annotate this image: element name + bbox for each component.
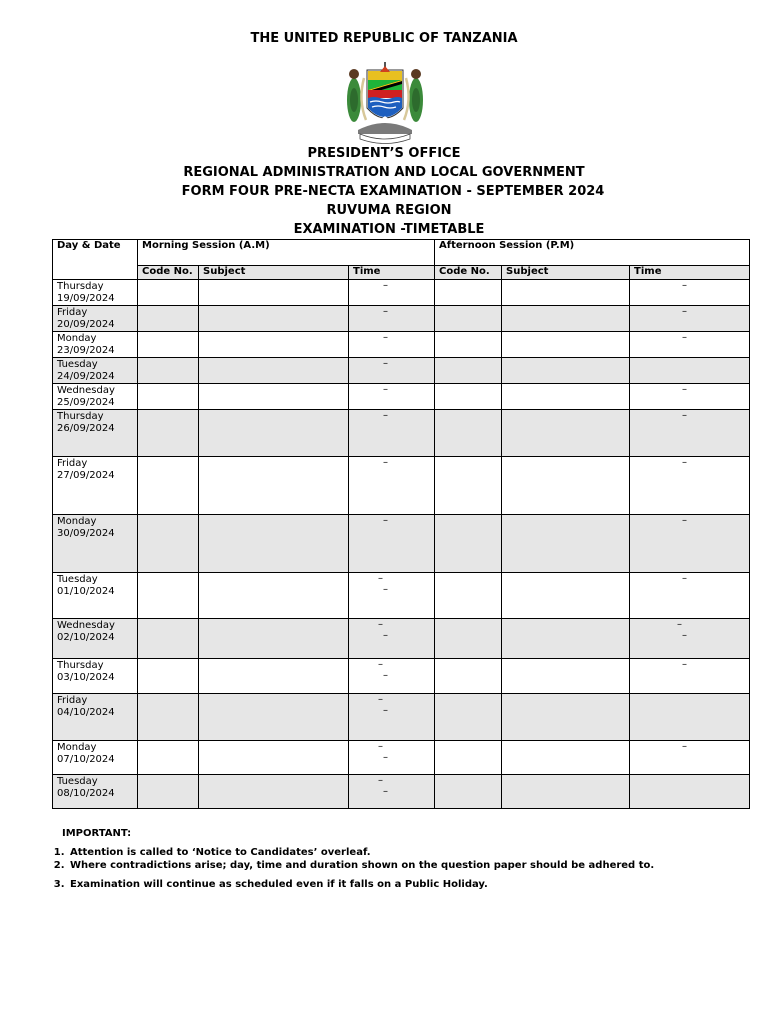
day-name: Tuesday bbox=[57, 776, 98, 787]
table-row bbox=[53, 457, 750, 515]
day-date-cell bbox=[53, 775, 138, 809]
exam-title: FORM FOUR PRE-NECTA EXAMINATION - SEPTEMBER 2024 bbox=[181, 184, 605, 199]
time-placeholder: – bbox=[682, 384, 688, 395]
time-placeholder: – bbox=[383, 457, 388, 468]
subject-pm-cell bbox=[502, 457, 630, 515]
table-row bbox=[53, 741, 750, 775]
time-pm-cell bbox=[630, 384, 750, 410]
day-name: Friday bbox=[57, 695, 88, 706]
time-pm-cell bbox=[630, 457, 750, 515]
subject-pm-cell bbox=[502, 619, 630, 659]
day-date-cell bbox=[53, 280, 138, 306]
time-placeholder: – bbox=[378, 694, 383, 705]
time-placeholder: – bbox=[682, 741, 688, 752]
time-placeholder: – bbox=[682, 659, 688, 670]
date: 08/10/2024 bbox=[57, 788, 115, 799]
time-placeholder: – bbox=[378, 741, 383, 752]
day-name: Wednesday bbox=[57, 620, 115, 631]
subject-pm-cell bbox=[502, 659, 630, 694]
time-placeholder: – bbox=[378, 775, 383, 786]
day-date-cell bbox=[53, 619, 138, 659]
day-date-cell bbox=[53, 358, 138, 384]
time-pm-cell bbox=[630, 332, 750, 358]
time-am-cell bbox=[349, 410, 435, 457]
subject-am-cell bbox=[199, 280, 349, 306]
code-pm-cell bbox=[435, 332, 502, 358]
time-placeholder: – bbox=[682, 410, 688, 421]
time-pm-cell bbox=[630, 573, 750, 619]
time-placeholder: – bbox=[383, 752, 388, 763]
morning-session-header: Morning Session (A.M) bbox=[138, 240, 435, 266]
subject-am-cell bbox=[199, 775, 349, 809]
table-row bbox=[53, 619, 750, 659]
time-am-cell bbox=[349, 694, 435, 741]
time-placeholder: – bbox=[383, 280, 388, 291]
date: 02/10/2024 bbox=[57, 632, 115, 643]
time-placeholder: – bbox=[383, 630, 388, 641]
timetable bbox=[52, 239, 750, 809]
code-am-cell bbox=[138, 280, 199, 306]
time-placeholder: – bbox=[383, 786, 388, 797]
table-row bbox=[53, 410, 750, 457]
time-placeholder: – bbox=[677, 619, 683, 630]
office-title: PRESIDENT’S OFFICE bbox=[307, 146, 461, 161]
subject-pm-cell bbox=[502, 694, 630, 741]
day-date-cell bbox=[53, 306, 138, 332]
document-title: EXAMINATION -TIMETABLE bbox=[293, 222, 485, 237]
code-pm-cell bbox=[435, 358, 502, 384]
time-placeholder: – bbox=[682, 515, 688, 526]
subject-am-cell bbox=[199, 515, 349, 573]
country-name: THE UNITED REPUBLIC OF TANZANIA bbox=[250, 31, 518, 46]
col-day-date: Day & Date bbox=[53, 240, 138, 280]
col-time-am: Time bbox=[349, 266, 435, 280]
time-pm-cell bbox=[630, 619, 750, 659]
coat-of-arms-icon bbox=[340, 60, 430, 146]
table-row bbox=[53, 280, 750, 306]
time-placeholder: – bbox=[682, 573, 688, 584]
col-subject-am: Subject bbox=[199, 266, 349, 280]
code-pm-cell bbox=[435, 619, 502, 659]
day-date-cell bbox=[53, 410, 138, 457]
date: 01/10/2024 bbox=[57, 586, 115, 597]
day-name: Friday bbox=[57, 458, 88, 469]
day-name: Thursday bbox=[57, 281, 104, 292]
date: 24/09/2024 bbox=[57, 371, 115, 382]
time-am-cell bbox=[349, 358, 435, 384]
table-row bbox=[53, 573, 750, 619]
code-am-cell bbox=[138, 306, 199, 332]
time-pm-cell bbox=[630, 741, 750, 775]
subject-pm-cell bbox=[502, 775, 630, 809]
time-placeholder: – bbox=[682, 332, 688, 343]
subject-am-cell bbox=[199, 659, 349, 694]
day-name: Monday bbox=[57, 516, 97, 527]
date: 23/09/2024 bbox=[57, 345, 115, 356]
time-placeholder: – bbox=[682, 630, 688, 641]
code-pm-cell bbox=[435, 384, 502, 410]
code-pm-cell bbox=[435, 457, 502, 515]
time-placeholder: – bbox=[383, 332, 388, 343]
time-placeholder: – bbox=[682, 457, 688, 468]
ministry-title: REGIONAL ADMINISTRATION AND LOCAL GOVERNMENT bbox=[183, 165, 585, 180]
subject-am-cell bbox=[199, 306, 349, 332]
code-am-cell bbox=[138, 384, 199, 410]
date: 30/09/2024 bbox=[57, 528, 115, 539]
code-am-cell bbox=[138, 457, 199, 515]
time-placeholder: – bbox=[378, 659, 383, 670]
subject-am-cell bbox=[199, 573, 349, 619]
code-am-cell bbox=[138, 659, 199, 694]
time-placeholder: – bbox=[383, 670, 388, 681]
time-pm-cell bbox=[630, 306, 750, 332]
timetable-body bbox=[53, 280, 750, 809]
subject-am-cell bbox=[199, 332, 349, 358]
time-placeholder: – bbox=[383, 306, 388, 317]
subject-pm-cell bbox=[502, 741, 630, 775]
subject-am-cell bbox=[199, 384, 349, 410]
time-pm-cell bbox=[630, 280, 750, 306]
date: 19/09/2024 bbox=[57, 293, 115, 304]
code-am-cell bbox=[138, 741, 199, 775]
note-item: 3. Examination will continue as scheduled even if it falls on a Public Holiday. bbox=[68, 878, 654, 891]
day-name: Friday bbox=[57, 307, 88, 318]
code-pm-cell bbox=[435, 306, 502, 332]
day-name: Tuesday bbox=[57, 359, 98, 370]
day-name: Thursday bbox=[57, 411, 104, 422]
code-pm-cell bbox=[435, 694, 502, 741]
table-row bbox=[53, 694, 750, 741]
col-time-pm: Time bbox=[630, 266, 750, 280]
subject-pm-cell bbox=[502, 306, 630, 332]
time-placeholder: – bbox=[383, 705, 388, 716]
code-am-cell bbox=[138, 775, 199, 809]
note-item: 2. Where contradictions arise; day, time and duration shown on the question paper should be adhered to. bbox=[68, 859, 654, 872]
code-pm-cell bbox=[435, 775, 502, 809]
col-code-pm: Code No. bbox=[435, 266, 502, 280]
time-am-cell bbox=[349, 384, 435, 410]
code-pm-cell bbox=[435, 410, 502, 457]
region-title: RUVUMA REGION bbox=[326, 203, 452, 218]
code-pm-cell bbox=[435, 280, 502, 306]
day-date-cell bbox=[53, 741, 138, 775]
day-date-cell bbox=[53, 457, 138, 515]
time-pm-cell bbox=[630, 659, 750, 694]
col-subject-pm: Subject bbox=[502, 266, 630, 280]
time-am-cell bbox=[349, 515, 435, 573]
subject-pm-cell bbox=[502, 280, 630, 306]
subject-am-cell bbox=[199, 457, 349, 515]
subject-am-cell bbox=[199, 694, 349, 741]
day-name: Thursday bbox=[57, 660, 104, 671]
code-am-cell bbox=[138, 515, 199, 573]
table-row bbox=[53, 659, 750, 694]
table-row bbox=[53, 384, 750, 410]
code-pm-cell bbox=[435, 741, 502, 775]
day-name: Monday bbox=[57, 742, 97, 753]
code-am-cell bbox=[138, 694, 199, 741]
date: 27/09/2024 bbox=[57, 470, 115, 481]
code-pm-cell bbox=[435, 659, 502, 694]
time-am-cell bbox=[349, 306, 435, 332]
date: 07/10/2024 bbox=[57, 754, 115, 765]
time-am-cell bbox=[349, 659, 435, 694]
date: 03/10/2024 bbox=[57, 672, 115, 683]
time-placeholder: – bbox=[682, 306, 688, 317]
time-pm-cell bbox=[630, 775, 750, 809]
day-date-cell bbox=[53, 332, 138, 358]
day-name: Wednesday bbox=[57, 385, 115, 396]
code-am-cell bbox=[138, 410, 199, 457]
day-date-cell bbox=[53, 515, 138, 573]
time-pm-cell bbox=[630, 694, 750, 741]
subject-pm-cell bbox=[502, 384, 630, 410]
day-name: Monday bbox=[57, 333, 97, 344]
important-heading: IMPORTANT: bbox=[62, 828, 132, 839]
subject-pm-cell bbox=[502, 358, 630, 384]
time-placeholder: – bbox=[383, 515, 388, 526]
time-am-cell bbox=[349, 741, 435, 775]
subject-am-cell bbox=[199, 741, 349, 775]
afternoon-session-header: Afternoon Session (P.M) bbox=[435, 240, 750, 266]
table-row bbox=[53, 306, 750, 332]
time-am-cell bbox=[349, 280, 435, 306]
important-notes bbox=[52, 846, 654, 891]
date: 20/09/2024 bbox=[57, 319, 115, 330]
day-name: Tuesday bbox=[57, 574, 98, 585]
time-am-cell bbox=[349, 573, 435, 619]
code-pm-cell bbox=[435, 515, 502, 573]
subject-pm-cell bbox=[502, 573, 630, 619]
time-pm-cell bbox=[630, 358, 750, 384]
code-am-cell bbox=[138, 573, 199, 619]
day-date-cell bbox=[53, 384, 138, 410]
time-placeholder: – bbox=[682, 280, 688, 291]
time-placeholder: – bbox=[383, 384, 388, 395]
code-am-cell bbox=[138, 332, 199, 358]
code-am-cell bbox=[138, 619, 199, 659]
day-date-cell bbox=[53, 659, 138, 694]
table-row bbox=[53, 515, 750, 573]
date: 25/09/2024 bbox=[57, 397, 115, 408]
time-pm-cell bbox=[630, 410, 750, 457]
time-placeholder: – bbox=[378, 619, 383, 630]
col-code-am: Code No. bbox=[138, 266, 199, 280]
time-placeholder: – bbox=[383, 584, 388, 595]
table-row bbox=[53, 332, 750, 358]
time-placeholder: – bbox=[383, 358, 388, 369]
table-row bbox=[53, 358, 750, 384]
subject-am-cell bbox=[199, 410, 349, 457]
code-am-cell bbox=[138, 358, 199, 384]
time-placeholder: – bbox=[378, 573, 383, 584]
time-am-cell bbox=[349, 619, 435, 659]
note-item: 1. Attention is called to ‘Notice to Candidates’ overleaf. bbox=[68, 846, 654, 859]
time-am-cell bbox=[349, 332, 435, 358]
subject-pm-cell bbox=[502, 332, 630, 358]
time-am-cell bbox=[349, 775, 435, 809]
time-am-cell bbox=[349, 457, 435, 515]
subject-pm-cell bbox=[502, 515, 630, 573]
code-pm-cell bbox=[435, 573, 502, 619]
subject-am-cell bbox=[199, 619, 349, 659]
table-row bbox=[53, 775, 750, 809]
date: 04/10/2024 bbox=[57, 707, 115, 718]
time-placeholder: – bbox=[383, 410, 388, 421]
subject-pm-cell bbox=[502, 410, 630, 457]
time-pm-cell bbox=[630, 515, 750, 573]
subject-am-cell bbox=[199, 358, 349, 384]
date: 26/09/2024 bbox=[57, 423, 115, 434]
day-date-cell bbox=[53, 694, 138, 741]
day-date-cell bbox=[53, 573, 138, 619]
